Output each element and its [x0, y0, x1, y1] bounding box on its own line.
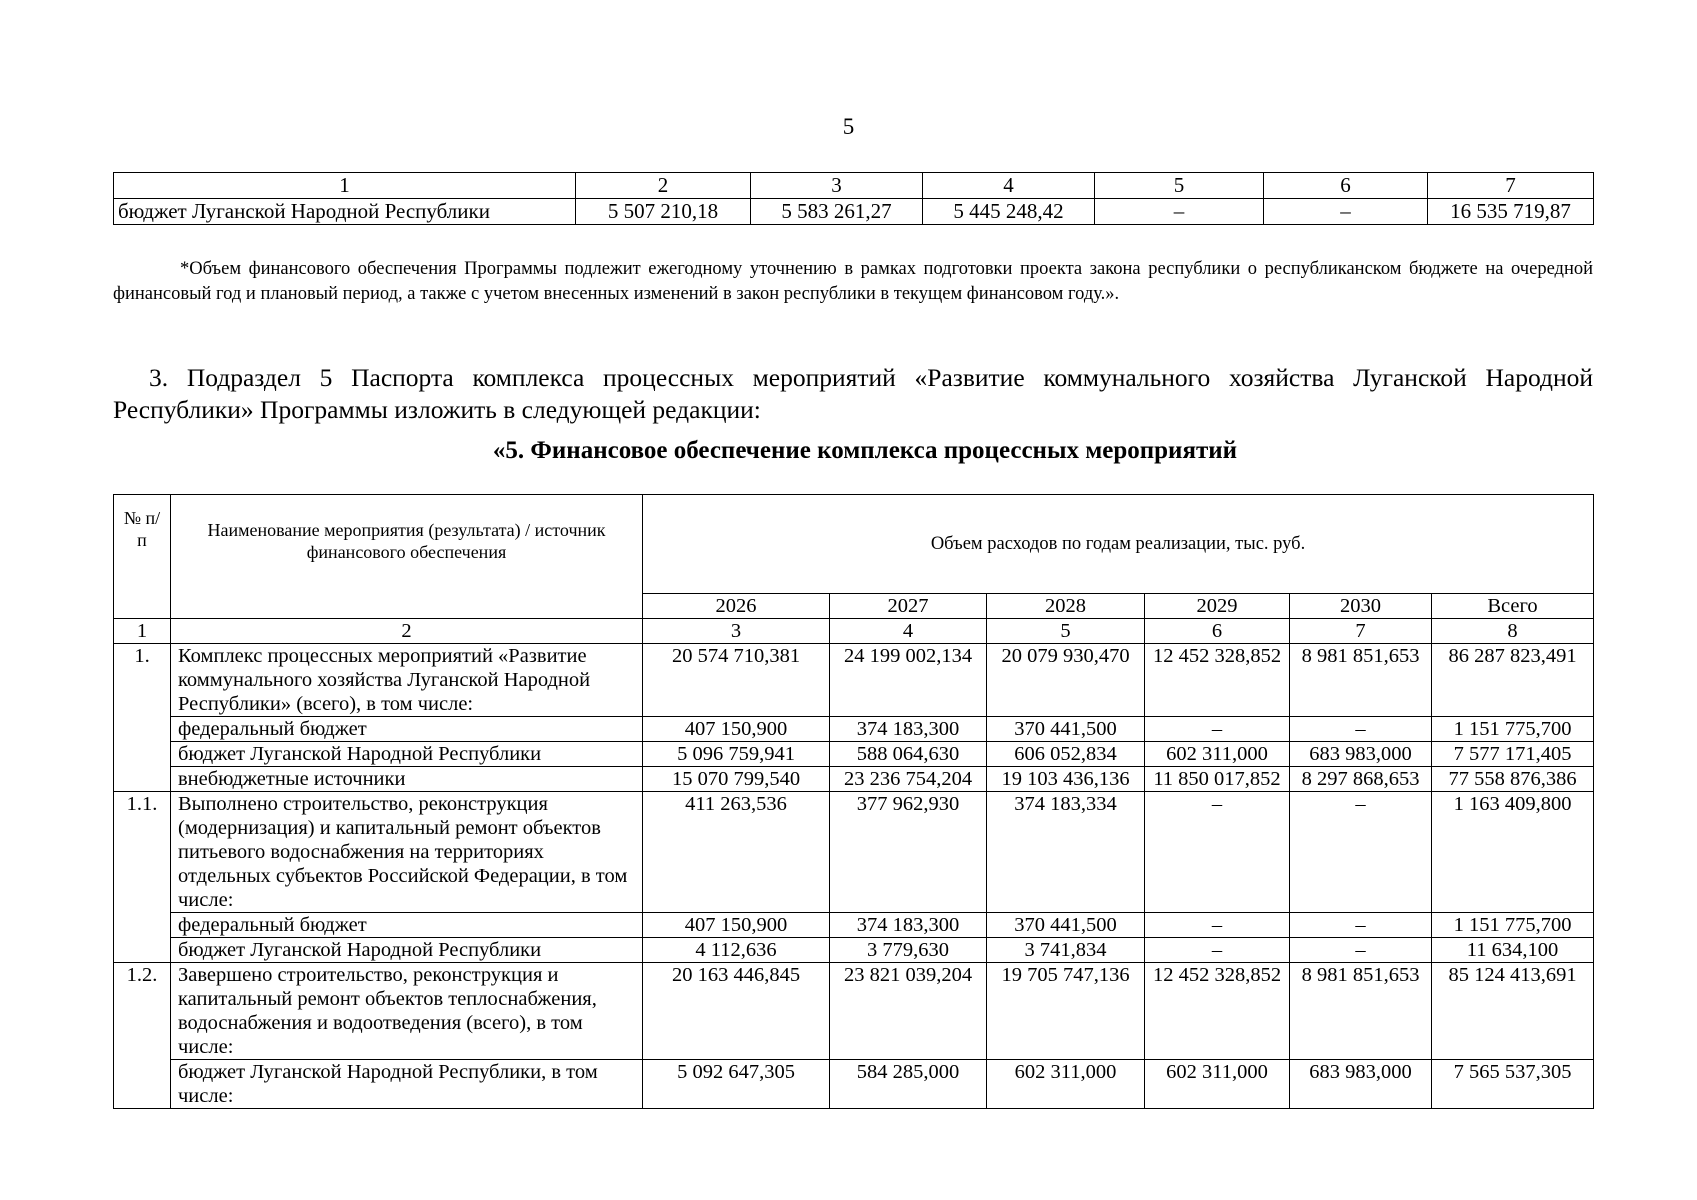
value-cell: 683 983,000	[1290, 742, 1432, 767]
value-cell: 15 070 799,540	[643, 767, 830, 792]
table-cell: 1	[114, 173, 576, 199]
value-cell: 584 285,000	[830, 1060, 987, 1109]
row-name: внебюджетные источники	[171, 767, 643, 792]
table-header-row	[114, 495, 1594, 594]
year-header: 2028	[987, 594, 1145, 619]
table-row	[114, 1060, 1594, 1109]
value-cell: –	[1145, 792, 1290, 913]
row-name: федеральный бюджет	[171, 913, 643, 938]
paragraph-text: 3. Подраздел 5 Паспорта комплекса процессных мероприятий «Развитие коммунального хозяйства Луганской Народной Республики» Программы изложить в следующей редакции:	[113, 363, 1593, 424]
row-name: Выполнено строительство, реконструкция (модернизация) и капитальный ремонт объектов питьевого водоснабжения на территориях отдельных субъектов Российской Федерации, в том числе:	[171, 792, 643, 913]
value-cell: 20 163 446,845	[643, 963, 830, 1060]
value-cell: 12 452 328,852	[1145, 963, 1290, 1060]
table-cell: 5 445 248,42	[923, 199, 1095, 225]
year-header: 2026	[643, 594, 830, 619]
value-cell: 602 311,000	[1145, 742, 1290, 767]
value-cell: –	[1145, 717, 1290, 742]
value-cell: 8 297 868,653	[1290, 767, 1432, 792]
value-cell: 377 962,930	[830, 792, 987, 913]
table-row	[114, 792, 1594, 913]
value-cell: 7 565 537,305	[1432, 1060, 1594, 1109]
column-index: 5	[987, 619, 1145, 644]
value-cell: 411 263,536	[643, 792, 830, 913]
financing-table	[113, 494, 1594, 1109]
table-cell: 5 583 261,27	[751, 199, 923, 225]
column-index: 8	[1432, 619, 1594, 644]
value-cell: –	[1290, 792, 1432, 913]
year-header: 2030	[1290, 594, 1432, 619]
value-cell: –	[1290, 938, 1432, 963]
value-cell: 3 779,630	[830, 938, 987, 963]
year-header: 2029	[1145, 594, 1290, 619]
row-name: бюджет Луганской Народной Республики	[171, 742, 643, 767]
row-number: 1.1.	[114, 792, 171, 963]
value-cell: 11 850 017,852	[1145, 767, 1290, 792]
table-row	[114, 717, 1594, 742]
value-cell: 3 741,834	[987, 938, 1145, 963]
value-cell: 407 150,900	[643, 717, 830, 742]
year-header: Всего	[1432, 594, 1594, 619]
table-row	[114, 767, 1594, 792]
value-cell: 374 183,300	[830, 913, 987, 938]
table-row	[114, 742, 1594, 767]
table-row	[114, 199, 1594, 225]
table-cell: 2	[576, 173, 751, 199]
value-cell: 602 311,000	[987, 1060, 1145, 1109]
value-cell: 8 981 851,653	[1290, 644, 1432, 717]
table-cell: 3	[751, 173, 923, 199]
row-name: Завершено строительство, реконструкция и капитальный ремонт объектов теплоснабжения, водоснабжения и водоотведения (всего), в том числе:	[171, 963, 643, 1060]
value-cell: 23 236 754,204	[830, 767, 987, 792]
value-cell: 19 103 436,136	[987, 767, 1145, 792]
value-cell: 370 441,500	[987, 913, 1145, 938]
value-cell: 602 311,000	[1145, 1060, 1290, 1109]
table-row	[114, 644, 1594, 717]
value-cell: 1 151 775,700	[1432, 913, 1594, 938]
table-cell: 7	[1428, 173, 1594, 199]
row-name: Комплекс процессных мероприятий «Развитие коммунального хозяйства Луганской Народной Республики» (всего), в том числе:	[171, 644, 643, 717]
table-cell: –	[1095, 199, 1264, 225]
table-cell: 5 507 210,18	[576, 199, 751, 225]
column-index: 6	[1145, 619, 1290, 644]
value-cell: 20 574 710,381	[643, 644, 830, 717]
row-number: 1.2.	[114, 963, 171, 1109]
header-name: Наименование мероприятия (результата) / источник финансового обеспечения	[171, 495, 643, 619]
table-cell: 6	[1264, 173, 1428, 199]
value-cell: 11 634,100	[1432, 938, 1594, 963]
continued-table	[113, 172, 1594, 225]
table-cell: 4	[923, 173, 1095, 199]
index-row	[114, 619, 1594, 644]
row-name: бюджет Луганской Народной Республики, в том числе:	[171, 1060, 643, 1109]
column-index: 7	[1290, 619, 1432, 644]
value-cell: 1 163 409,800	[1432, 792, 1594, 913]
value-cell: –	[1290, 913, 1432, 938]
value-cell: 407 150,900	[643, 913, 830, 938]
value-cell: –	[1145, 938, 1290, 963]
table-row	[114, 913, 1594, 938]
value-cell: 20 079 930,470	[987, 644, 1145, 717]
section-title: «5. Финансовое обеспечение комплекса процессных мероприятий	[492, 437, 1238, 464]
value-cell: 19 705 747,136	[987, 963, 1145, 1060]
column-index: 3	[643, 619, 830, 644]
value-cell: 588 064,630	[830, 742, 987, 767]
value-cell: 5 096 759,941	[643, 742, 830, 767]
page-number: 5	[842, 114, 855, 139]
value-cell: 374 183,334	[987, 792, 1145, 913]
value-cell: 8 981 851,653	[1290, 963, 1432, 1060]
row-name: бюджет Луганской Народной Республики	[171, 938, 643, 963]
value-cell: 77 558 876,386	[1432, 767, 1594, 792]
value-cell: –	[1290, 717, 1432, 742]
table-cell: бюджет Луганской Народной Республики	[114, 199, 576, 225]
value-cell: 374 183,300	[830, 717, 987, 742]
value-cell: 5 092 647,305	[643, 1060, 830, 1109]
amendment-paragraph	[113, 362, 1593, 426]
value-cell: 4 112,636	[643, 938, 830, 963]
value-cell: 370 441,500	[987, 717, 1145, 742]
column-index: 1	[114, 619, 171, 644]
table-cell: 16 535 719,87	[1428, 199, 1594, 225]
header-num: № п/п	[114, 495, 171, 619]
table-cell: –	[1264, 199, 1428, 225]
value-cell: 86 287 823,491	[1432, 644, 1594, 717]
table-row	[114, 963, 1594, 1060]
table-header-row	[114, 173, 1594, 199]
header-volume: Объем расходов по годам реализации, тыс. руб.	[643, 495, 1594, 594]
column-index: 4	[830, 619, 987, 644]
value-cell: 12 452 328,852	[1145, 644, 1290, 717]
footnote	[113, 257, 1593, 307]
value-cell: 606 052,834	[987, 742, 1145, 767]
footnote-text: *Объем финансового обеспечения Программы подлежит ежегодному уточнению в рамках подготовки проекта закона республики о республиканском бюджете на очередной финансовый год и плановый период, а также с учетом внесенных изменений в закон республики в текущем финансовом году.».	[113, 259, 1593, 304]
table-row	[114, 938, 1594, 963]
value-cell: 85 124 413,691	[1432, 963, 1594, 1060]
value-cell: 1 151 775,700	[1432, 717, 1594, 742]
row-name: федеральный бюджет	[171, 717, 643, 742]
year-header: 2027	[830, 594, 987, 619]
column-index: 2	[171, 619, 643, 644]
row-number: 1.	[114, 644, 171, 792]
value-cell: 683 983,000	[1290, 1060, 1432, 1109]
table-cell: 5	[1095, 173, 1264, 199]
value-cell: 7 577 171,405	[1432, 742, 1594, 767]
value-cell: –	[1145, 913, 1290, 938]
value-cell: 24 199 002,134	[830, 644, 987, 717]
value-cell: 23 821 039,204	[830, 963, 987, 1060]
